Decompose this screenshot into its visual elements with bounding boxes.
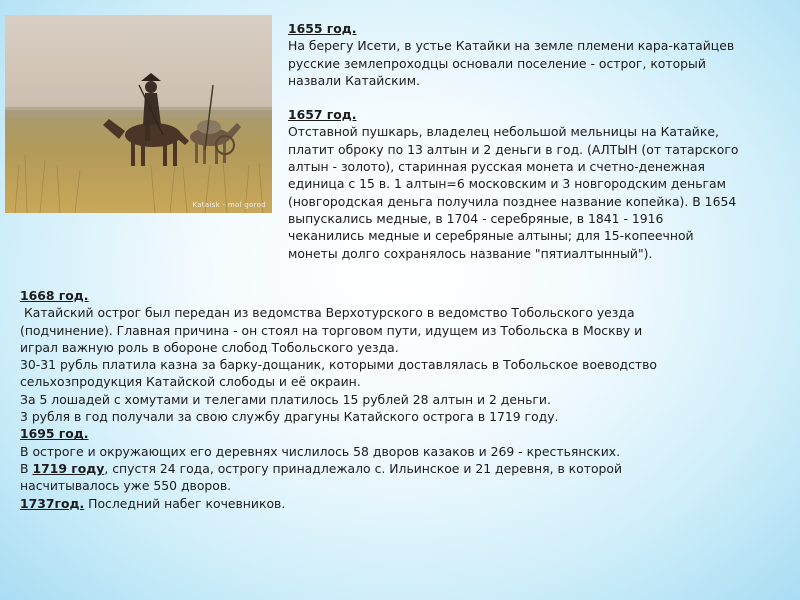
text-line: насчитывалось уже 550 дворов. [20,478,232,494]
paragraph-gap [288,89,793,106]
text-line: играл важную роль в обороне слобод Тобольского уезда. [20,339,399,355]
text-fragment: Последний набег кочевников. [84,495,286,511]
text-line: 30-31 рубль платила казна за барку-дощаник, которыми доставлялась в Тобольское воеводство [20,357,658,373]
year-heading-1655: 1655 год. [288,21,357,36]
text-line: Отставной пушкарь, владелец небольшой мельницы на Катайке, [288,124,719,140]
text-line: (новгородская деньга получила позднее название копейка). В 1654 [288,193,737,209]
bottom-text-block [20,287,790,512]
text-line: алтын - золото), старинная русская монета и счетно-денежная [288,159,705,175]
text-line-1737 [20,495,790,512]
text-line: чеканились медные и серебряные алтыны; для 15-копеечной [288,228,694,244]
text-line: 3 рубля в год получали за свою службу драгуны Катайского острога в 1719 году. [20,409,559,425]
text-line: русские землепроходцы основали поселение - острог, который [288,55,706,71]
riders-on-steppe-image [5,15,272,213]
year-inline-1719: 1719 году [32,460,105,476]
year-heading-1737: 1737год. [20,495,85,511]
text-line: единица с 15 в. 1 алтын=6 московским и 3 новгородским деньгам [288,176,726,192]
text-line: За 5 лошадей с хомутами и телегами платилось 15 рублей 28 алтын и 2 деньги. [20,391,551,407]
text-line: На берегу Исети, в устье Катайки на земле племени кара-катайцев [288,38,735,54]
text-line: назвали Катайским. [288,72,420,88]
historical-painting [5,15,272,213]
text-fragment: В [20,460,33,476]
top-text-block [288,20,793,262]
text-line: сельхозпродукция Катайской слободы и её окраин. [20,374,361,390]
text-line: (подчинение). Главная причина - он стоял на торговом пути, идущем из Тобольска в Москву и [20,322,643,338]
text-line-1719 [20,460,790,477]
text-line: В остроге и окружающих его деревнях числилось 58 дворов казаков и 269 - крестьянских. [20,443,621,459]
year-heading-1695: 1695 год. [20,426,89,442]
text-line: Катайский острог был передан из ведомства Верхотурского в ведомство Тобольского уезда [20,305,635,321]
painting-caption: Kataisk - mol gorod [192,201,266,209]
text-line: платит оброку по 13 алтын и 2 деньги в год. (АЛТЫН (от татарского [288,141,739,157]
text-line: выпускались медные, в 1704 - серебряные, в 1841 - 1916 [288,210,664,226]
text-fragment: , спустя 24 года, острогу принадлежало с. Ильинское и 21 деревня, в которой [104,460,623,476]
year-heading-1657: 1657 год. [288,107,357,123]
year-heading-1668: 1668 год. [20,288,89,303]
text-line: монеты долго сохранялось название "пятиалтынный"). [288,245,653,261]
